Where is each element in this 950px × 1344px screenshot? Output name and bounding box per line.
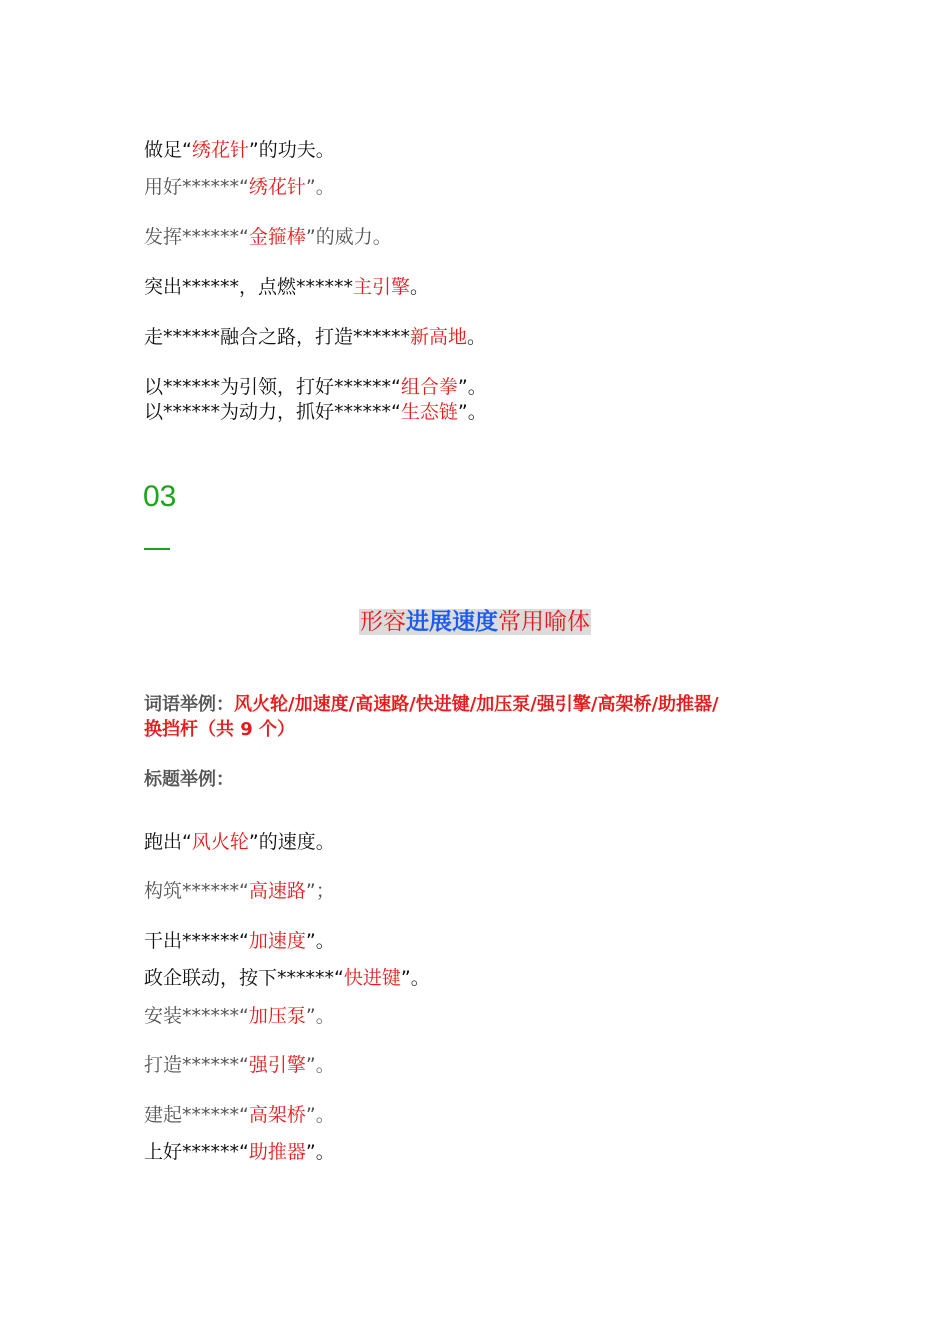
metaphor-keyword: 金箍棒 (248, 226, 306, 248)
section-divider (144, 548, 170, 550)
sentence-text: ”。 (305, 1005, 335, 1027)
sentence-line (144, 374, 487, 400)
sentence-text: ”。 (305, 1054, 335, 1076)
section-number: 03 (143, 480, 177, 513)
sentence-text: ”。 (457, 401, 487, 423)
sentence-text: ”。 (305, 930, 335, 952)
metaphor-keyword: 加压泵 (248, 1005, 306, 1027)
word-examples-list: 风火轮/加速度/高速路/快进键/加压泵/强引擎/高架桥/助推器/ (234, 694, 719, 715)
sentence-text: 安装******“ (144, 1005, 249, 1027)
heading-highlight (359, 609, 591, 635)
sentence-line (144, 829, 335, 855)
sentence-text: 用好******“ (144, 176, 249, 198)
sentence-text: ”的威力。 (305, 226, 392, 248)
metaphor-keyword: 主引擎 (353, 276, 411, 298)
sentence-text: ”的速度。 (248, 831, 335, 853)
word-examples-line (144, 692, 719, 718)
sentence-line (144, 878, 335, 904)
sentence-text: 跑出“ (144, 831, 192, 853)
sentence-text: ”。 (305, 176, 335, 198)
sentence-text: ”的功夫。 (248, 139, 335, 161)
word-examples-label: 词语举例： (144, 694, 234, 715)
sentence-text: 。 (467, 326, 487, 348)
metaphor-keyword: 高架桥 (248, 1104, 306, 1126)
metaphor-keyword: 加速度 (248, 930, 306, 952)
sentence-line (144, 1052, 335, 1078)
section-heading (0, 605, 950, 639)
metaphor-keyword: 高速路 (248, 880, 306, 902)
sentence-line (144, 965, 430, 991)
sentence-line (144, 399, 487, 425)
sentence-text: 构筑******“ (144, 880, 249, 902)
sentence-text: 政企联动，按下******“ (144, 967, 344, 989)
sentence-line (144, 1139, 335, 1165)
metaphor-keyword: 组合拳 (400, 376, 458, 398)
sentence-text: ”。 (457, 376, 487, 398)
sentence-text: ”。 (305, 1141, 335, 1163)
title-examples-label: 标题举例： (144, 769, 234, 790)
sentence-text: 以******为引领，打好******“ (144, 376, 401, 398)
sentence-line (144, 324, 486, 350)
metaphor-keyword: 绣花针 (248, 176, 306, 198)
sentence-text: 以******为动力，抓好******“ (144, 401, 401, 423)
sentence-text: ”。 (400, 967, 430, 989)
sentence-line (144, 137, 335, 163)
sentence-line (144, 1102, 335, 1128)
sentence-text: 上好******“ (144, 1141, 249, 1163)
sentence-text: 走******融合之路，打造****** (144, 326, 411, 348)
metaphor-keyword: 绣花针 (191, 139, 249, 161)
heading-part-emphasis: 进展速度 (406, 609, 498, 635)
sentence-text: 打造******“ (144, 1054, 249, 1076)
metaphor-keyword: 风火轮 (191, 831, 249, 853)
sentence-text: 干出******“ (144, 930, 249, 952)
sentence-text: 建起******“ (144, 1104, 249, 1126)
sentence-text: ”。 (305, 1104, 335, 1126)
sentence-text: 发挥******“ (144, 226, 249, 248)
sentence-text: ”； (305, 880, 335, 902)
word-examples-line: 换挡杆（共 9 个） (144, 719, 296, 740)
metaphor-keyword: 生态链 (400, 401, 458, 423)
heading-part: 常用喻体 (498, 609, 590, 635)
metaphor-keyword: 新高地 (410, 326, 468, 348)
heading-part: 形容 (360, 609, 406, 635)
metaphor-keyword: 助推器 (248, 1141, 306, 1163)
sentence-line (144, 928, 335, 954)
sentence-text: 做足“ (144, 139, 192, 161)
metaphor-keyword: 强引擎 (248, 1054, 306, 1076)
sentence-line (144, 224, 392, 250)
sentence-line (144, 1003, 335, 1029)
sentence-text: 突出******，点燃****** (144, 276, 354, 298)
sentence-line (144, 174, 335, 200)
metaphor-keyword: 快进键 (343, 967, 401, 989)
sentence-text: 。 (410, 276, 430, 298)
sentence-line (144, 274, 429, 300)
